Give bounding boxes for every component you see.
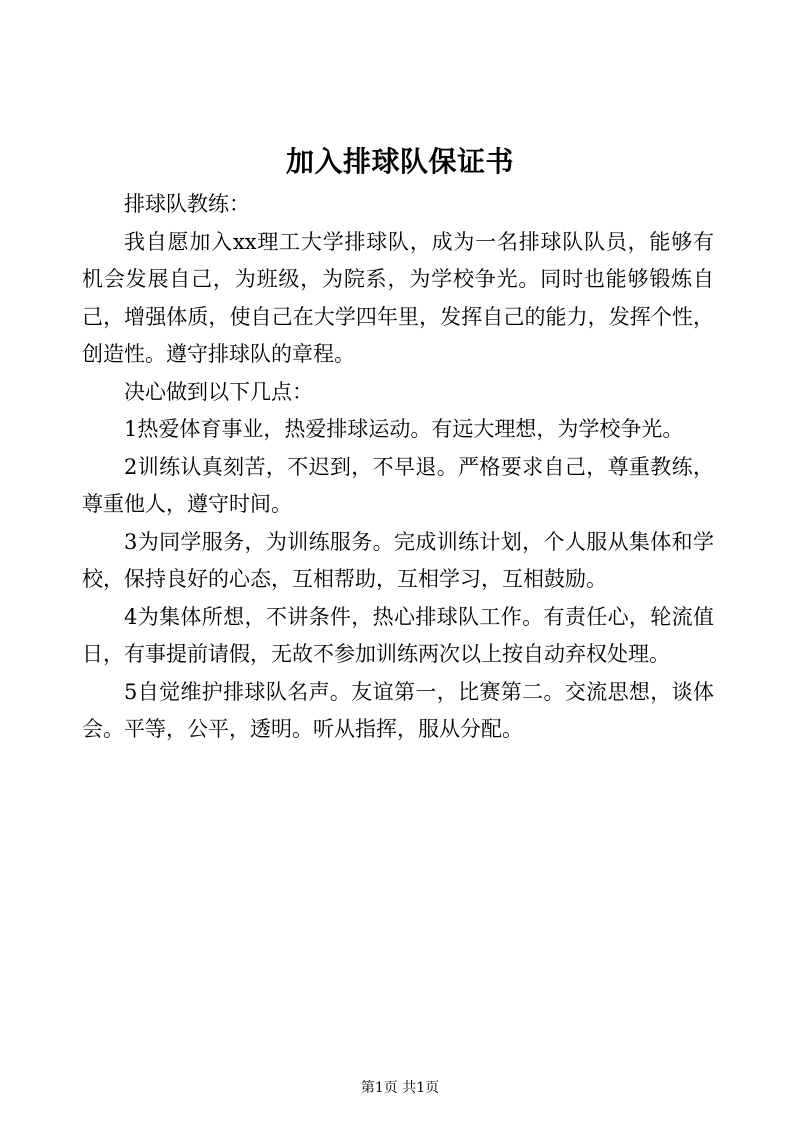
paragraph-point-5: 5自觉维护排球队名声。友谊第一，比赛第二。交流思想，谈体会。平等，公平，透明。听从指挥，服从分配。	[82, 679, 714, 741]
document-title: 加入排球队保证书	[285, 145, 514, 178]
page-footer: 第1页 共1页	[360, 1080, 440, 1096]
paragraph-intro: 我自愿加入xx理工大学排球队，成为一名排球队队员，能够有机会发展自己，为班级，为院系，为学校争光。同时也能够锻炼自己，增强体质，使自己在大学四年里，发挥自己的能力，发挥个性，创造性。遵守排球队的章程。	[82, 229, 714, 366]
salutation: 排球队教练：	[124, 192, 250, 216]
paragraph-point-1: 1热爱体育事业，热爱排球运动。有远大理想，为学校争光。	[124, 417, 684, 441]
document-body	[82, 186, 714, 749]
paragraph-resolution-heading: 决心做到以下几点：	[124, 379, 313, 404]
paragraph-point-2: 2训练认真刻苦，不迟到，不早退。严格要求自己，尊重教练，尊重他人，遵守时间。	[82, 454, 714, 516]
paragraph-point-4: 4为集体所想，不讲条件，热心排球队工作。有责任心，轮流值日，有事提前请假，无故不参加训练两次以上按自动弃权处理。	[82, 604, 714, 666]
paragraph-point-3: 3为同学服务，为训练服务。完成训练计划，个人服从集体和学校，保持良好的心态，互相帮助，互相学习，互相鼓励。	[82, 529, 714, 591]
